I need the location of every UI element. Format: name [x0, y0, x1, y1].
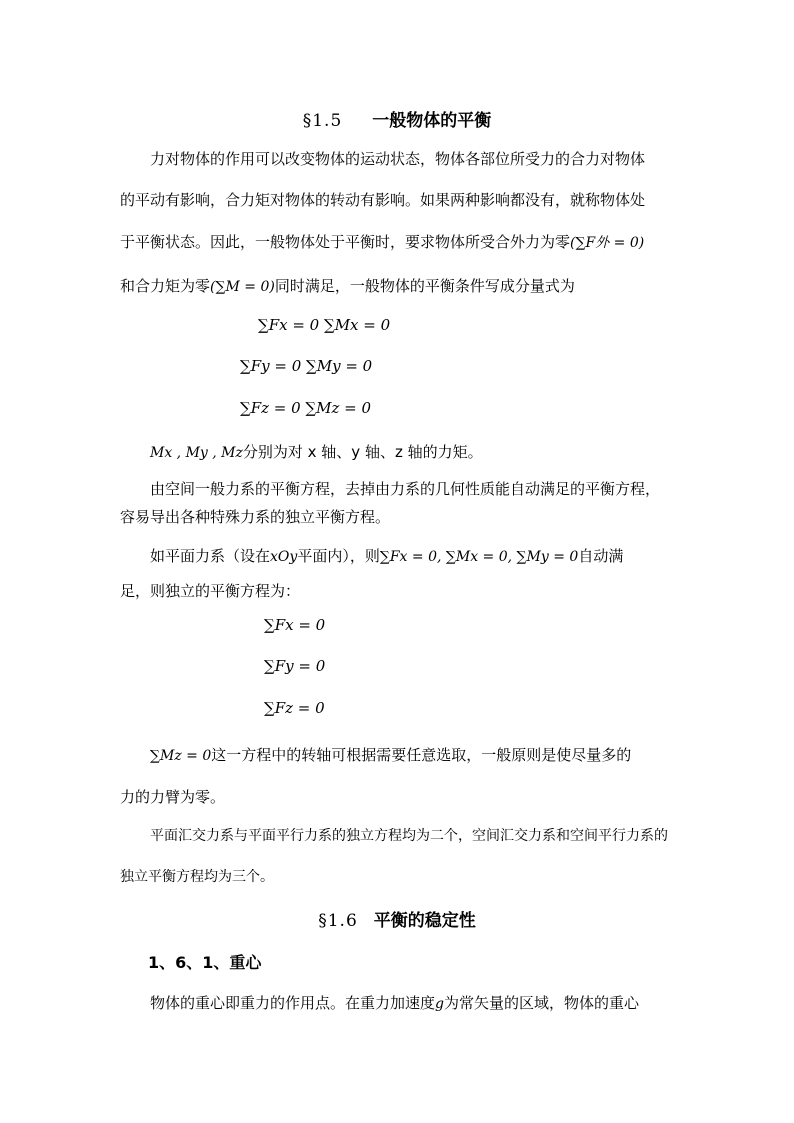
- math-inline: (∑M = 0): [210, 279, 275, 295]
- math-inline: Mx , My , Mz: [150, 445, 243, 461]
- equation: ∑Fy = 0 ∑My = 0: [240, 357, 373, 375]
- paragraph-text: 分别为对 x 轴、y 轴、z 轴的力矩。: [242, 443, 483, 461]
- section-title: 一般物体的平衡: [372, 111, 492, 131]
- section-number: §1.5: [302, 111, 343, 131]
- paragraph-text: 这一方程中的转轴可根据需要任意选取，一般原则是使尽量多的: [211, 746, 632, 764]
- paragraph-line: [150, 545, 623, 568]
- equation: ∑Fx = 0: [264, 616, 326, 634]
- math-inline: ∑Fx = 0, ∑Mx = 0, ∑My = 0: [379, 549, 579, 565]
- paragraph-line: [120, 275, 575, 298]
- equation: ∑Fx = 0 ∑Mx = 0: [258, 316, 391, 334]
- section-title: 平衡的稳定性: [373, 911, 476, 931]
- math-inline: ∑Mz = 0: [150, 748, 212, 764]
- paragraph-line: 平面汇交力系与平面平行力系的独立方程均为二个，空间汇交力系和空间平行力系的: [150, 828, 668, 844]
- paragraph-text: 同时满足，一般物体的平衡条件写成分量式为: [274, 277, 575, 295]
- paragraph-line: [150, 441, 483, 464]
- paragraph-text: 如平面力系（设在: [150, 547, 271, 565]
- paragraph-line: 独立平衡方程均为三个。: [120, 869, 274, 885]
- paragraph-line: 容易导出各种特殊力系的独立平衡方程。: [120, 508, 391, 526]
- paragraph-text: 于平衡状态。因此，一般物体处于平衡时，要求物体所受合外力为零: [120, 233, 571, 251]
- subsection-heading: 1、6、1、重心: [148, 953, 262, 972]
- paragraph-line: 足，则独立的平衡方程为：: [120, 582, 301, 600]
- paragraph-line: 的平动有影响，合力矩对物体的转动有影响。如果两种影响都没有，就称物体处: [120, 191, 646, 209]
- section-number: §1.6: [318, 911, 358, 931]
- paragraph-line: [120, 231, 644, 254]
- paragraph-line: 力对物体的作用可以改变物体的运动状态，物体各部位所受力的合力对物体: [150, 150, 646, 168]
- paragraph-text: 物体的重心即重力的作用点。在重力加速度: [150, 994, 436, 1012]
- equation: ∑Fy = 0: [264, 657, 326, 675]
- paragraph-line: 力的力臂为零。: [120, 788, 226, 806]
- paragraph-text: 自动满: [578, 547, 624, 565]
- paragraph-text: 平面内），则: [297, 547, 380, 565]
- equation: ∑Fz = 0 ∑Mz = 0: [240, 399, 372, 417]
- section-heading-1-6: [0, 906, 794, 931]
- paragraph-text: 和合力矩为零: [120, 277, 211, 295]
- math-inline: g: [435, 996, 444, 1012]
- paragraph-line: [150, 744, 631, 767]
- section-heading-1-5: [0, 106, 794, 131]
- paragraph-line: [150, 992, 639, 1015]
- paragraph-text: 为常矢量的区域，物体的重心: [443, 994, 639, 1012]
- paragraph-line: 由空间一般力系的平衡方程，去掉由力系的几何性质能自动满足的平衡方程，: [150, 480, 661, 498]
- equation: ∑Fz = 0: [264, 699, 325, 717]
- math-inline: (∑F外 = 0): [570, 235, 645, 251]
- math-inline: xOy: [270, 549, 298, 565]
